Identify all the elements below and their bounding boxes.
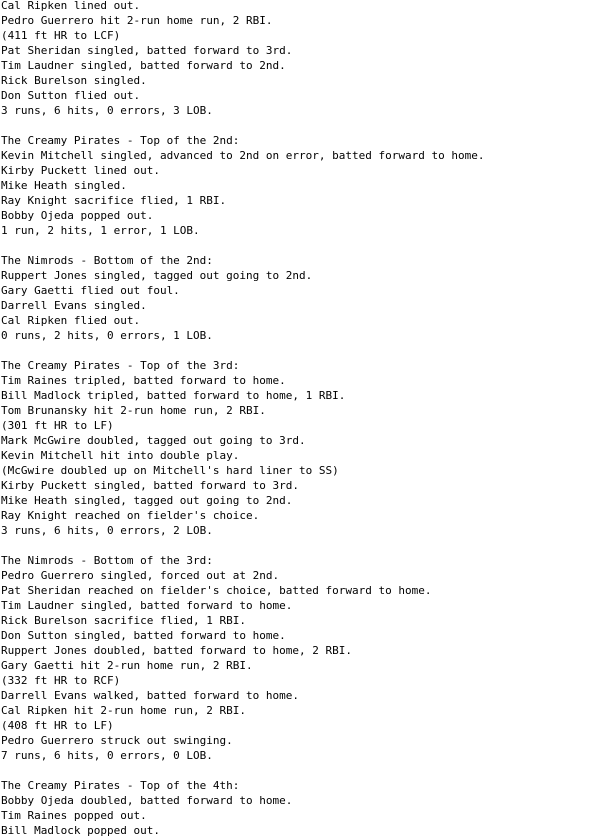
log-line: Mike Heath singled.: [1, 179, 127, 192]
log-line: Rick Burelson singled.: [1, 74, 147, 87]
log-line: Ray Knight reached on fielder's choice.: [1, 509, 260, 522]
blank-line: [1, 118, 484, 133]
blank-line: [1, 343, 484, 358]
log-line: 1 run, 2 hits, 1 error, 1 LOB.: [1, 224, 200, 237]
blank-line: [1, 763, 484, 778]
log-line: Pedro Guerrero struck out swinging.: [1, 734, 233, 747]
log-line: Don Sutton flied out.: [1, 89, 141, 102]
blank-line: [1, 538, 484, 553]
log-line: Tim Laudner singled, batted forward to 2nd.: [1, 59, 286, 72]
log-line: (408 ft HR to LF): [1, 719, 114, 732]
log-line: Kirby Puckett singled, batted forward to 3rd.: [1, 479, 300, 492]
log-line: Cal Ripken flied out.: [1, 314, 141, 327]
log-line: Don Sutton singled, batted forward to home.: [1, 629, 286, 642]
log-line: Kevin Mitchell singled, advanced to 2nd on error, batted forward to home.: [1, 149, 485, 162]
log-line: Mike Heath singled, tagged out going to 2nd.: [1, 494, 293, 507]
log-line: Gary Gaetti hit 2-run home run, 2 RBI.: [1, 659, 253, 672]
log-line: Gary Gaetti flied out foul.: [1, 284, 180, 297]
log-line: Pat Sheridan singled, batted forward to 3rd.: [1, 44, 293, 57]
log-line: Mark McGwire doubled, tagged out going to 3rd.: [1, 434, 306, 447]
log-line: Bill Madlock tripled, batted forward to home, 1 RBI.: [1, 389, 346, 402]
log-line: Ray Knight sacrifice flied, 1 RBI.: [1, 194, 227, 207]
log-line: 7 runs, 6 hits, 0 errors, 0 LOB.: [1, 749, 213, 762]
log-line: Darrell Evans singled.: [1, 299, 147, 312]
log-line: Bill Madlock popped out.: [1, 824, 160, 837]
log-line: (McGwire doubled up on Mitchell's hard liner to SS): [1, 464, 339, 477]
log-line: Ruppert Jones singled, tagged out going to 2nd.: [1, 269, 313, 282]
log-line: Tim Raines tripled, batted forward to home.: [1, 374, 286, 387]
log-line: The Creamy Pirates - Top of the 2nd:: [1, 134, 240, 147]
log-line: Pedro Guerrero hit 2-run home run, 2 RBI.: [1, 14, 273, 27]
log-line: 0 runs, 2 hits, 0 errors, 1 LOB.: [1, 329, 213, 342]
log-line: Darrell Evans walked, batted forward to home.: [1, 689, 300, 702]
log-line: The Nimrods - Bottom of the 2nd:: [1, 254, 213, 267]
log-line: Kirby Puckett lined out.: [1, 164, 160, 177]
log-line: The Creamy Pirates - Top of the 3rd:: [1, 359, 240, 372]
log-line: Bobby Ojeda popped out.: [1, 209, 154, 222]
log-line: The Creamy Pirates - Top of the 4th:: [1, 779, 240, 792]
log-line: Cal Ripken lined out.: [1, 0, 141, 12]
log-line: Ruppert Jones doubled, batted forward to home, 2 RBI.: [1, 644, 352, 657]
log-line: Pat Sheridan reached on fielder's choice, batted forward to home.: [1, 584, 432, 597]
log-line: (411 ft HR to LCF): [1, 29, 121, 42]
log-line: 3 runs, 6 hits, 0 errors, 3 LOB.: [1, 104, 213, 117]
log-line: Tim Raines popped out.: [1, 809, 147, 822]
log-line: (332 ft HR to RCF): [1, 674, 121, 687]
blank-line: [1, 238, 484, 253]
log-line: The Nimrods - Bottom of the 3rd:: [1, 554, 213, 567]
log-line: Kevin Mitchell hit into double play.: [1, 449, 240, 462]
log-line: Tom Brunansky hit 2-run home run, 2 RBI.: [1, 404, 266, 417]
log-line: (301 ft HR to LF): [1, 419, 114, 432]
log-line: Pedro Guerrero singled, forced out at 2nd.: [1, 569, 280, 582]
log-line: Bobby Ojeda doubled, batted forward to home.: [1, 794, 293, 807]
log-line: 3 runs, 6 hits, 0 errors, 2 LOB.: [1, 524, 213, 537]
log-line: Cal Ripken hit 2-run home run, 2 RBI.: [1, 704, 247, 717]
log-line: Rick Burelson sacrifice flied, 1 RBI.: [1, 614, 247, 627]
play-by-play-log: [1, 0, 484, 838]
log-line: Tim Laudner singled, batted forward to home.: [1, 599, 293, 612]
